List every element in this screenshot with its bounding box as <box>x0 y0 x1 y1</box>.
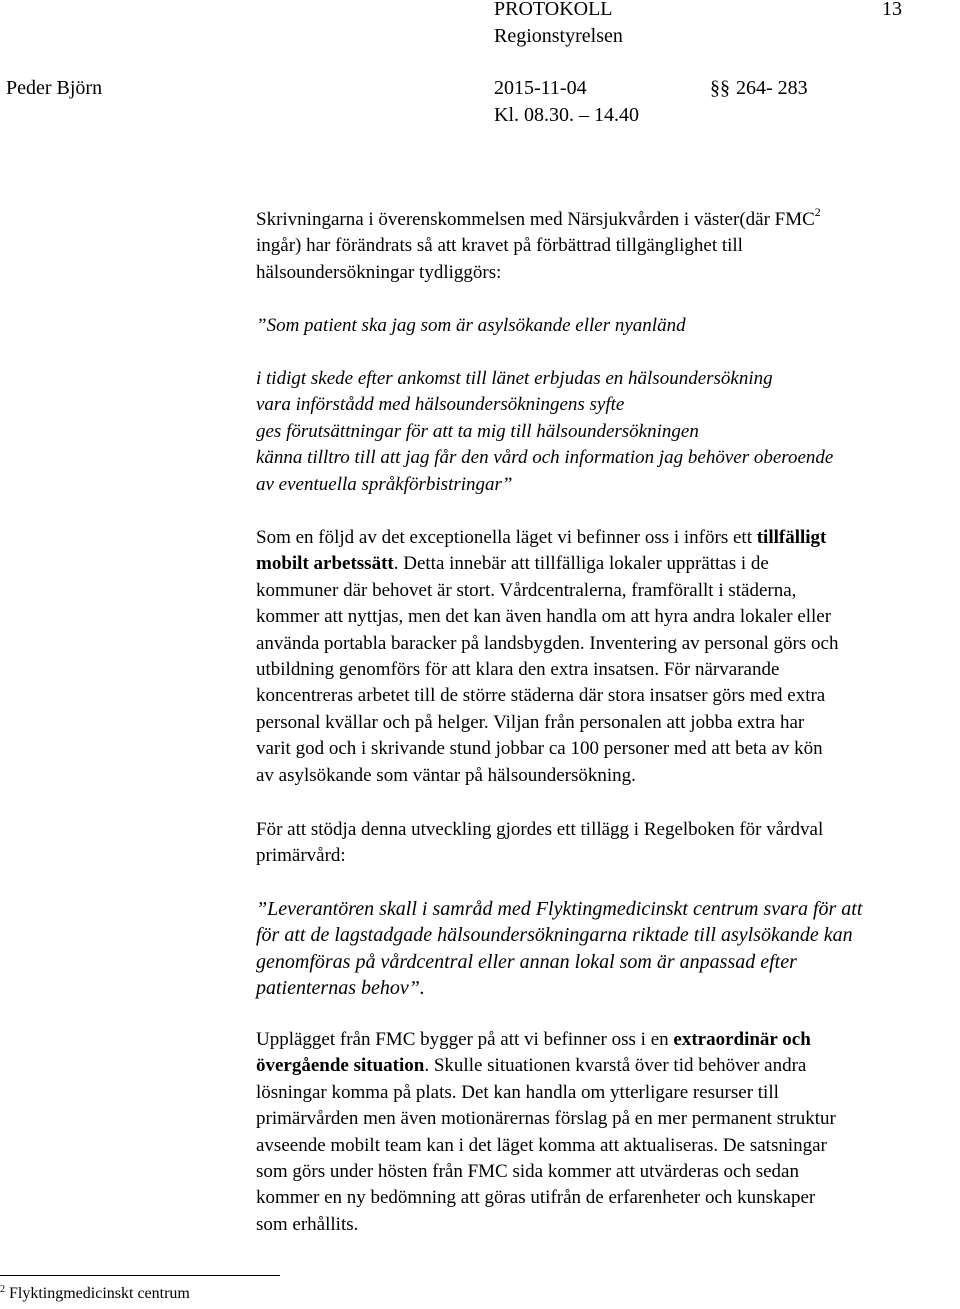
paragraph-4-line: som erhållits. <box>256 1213 359 1235</box>
paragraph-3 <box>256 817 960 870</box>
quote-1-intro: ”Som patient ska jag som är asylsökande eller nyanländ <box>256 315 686 336</box>
paragraph-4-emphasis: övergående situation <box>256 1055 425 1077</box>
document-title: PROTOKOLL <box>494 0 613 20</box>
quote-2-line: för att de lagstadgade hälsoundersökningarna riktade till asylsökande kan <box>256 924 853 947</box>
section-symbol: §§ <box>710 77 730 99</box>
paragraph-2-line: koncentreras arbetet till de större städerna där stora insatser görs med extra <box>256 685 826 707</box>
paragraph-4-text: Upplägget från FMC bygger på att vi befinner oss i en <box>256 1029 674 1050</box>
paragraph-2-line: varit god och i skrivande stund jobbar ca 100 personer med att beta av kön <box>256 738 823 760</box>
paragraph-range: 264- 283 <box>736 77 808 99</box>
quote-1-list <box>256 366 960 498</box>
paragraph-2-line: personal kvällar och på helger. Viljan från personalen att jobba extra har <box>256 711 805 733</box>
paragraph-3-line: primärvård: <box>256 845 346 867</box>
footnote-reference: 2 <box>814 205 821 219</box>
paragraph-4-text: . Skulle situationen kvarstå över tid behöver andra <box>424 1055 807 1077</box>
footnote-marker: 2 <box>0 1284 5 1295</box>
paragraph-2-text: . Detta innebär att tillfälliga lokaler upprättas i de <box>393 553 769 575</box>
paragraph-4-line: primärvården men även motionärernas förslag på en mer permanent struktur <box>256 1108 836 1130</box>
paragraph-2-emphasis: tillfälligt <box>756 527 827 548</box>
quote-1-line: ges förutsättningar för att ta mig till hälsoundersökningen <box>256 420 699 442</box>
paragraph-4-line: avseende mobilt team kan i det läget komma att aktualiseras. De satsningar <box>256 1134 827 1156</box>
paragraph-4 <box>256 1027 960 1238</box>
quote-2-line: patienternas behov”. <box>256 977 425 1000</box>
paragraph-4-emphasis: extraordinär och <box>673 1029 811 1050</box>
paragraph-2-emphasis: mobilt arbetssätt <box>256 553 394 575</box>
quote-1-line: i tidigt skede efter ankomst till länet erbjudas en hälsoundersökning <box>256 368 773 389</box>
quote-1-line: av eventuella språkförbistringar” <box>256 473 513 495</box>
meeting-date: 2015-11-04 <box>494 77 587 99</box>
paragraph-1-line: Skrivningarna i överenskommelsen med Närsjukvården i väster(där FMC <box>256 209 815 230</box>
paragraph-1 <box>256 207 960 286</box>
paragraph-2 <box>256 525 960 789</box>
organization-name: Regionstyrelsen <box>494 25 623 47</box>
quote-1-line: känna tilltro till att jag får den vård och information jag behöver oberoende <box>256 447 834 469</box>
paragraph-4-line: kommer en ny bedömning att göras utifrån de erfarenheter och kunskaper <box>256 1187 816 1209</box>
meeting-time: Kl. 08.30. – 14.40 <box>494 104 639 126</box>
quote-2 <box>256 896 960 1002</box>
paragraph-1-line: ingår) har förändrats så att kravet på förbättrad tillgänglighet till <box>256 235 743 257</box>
author-name: Peder Björn <box>6 77 103 99</box>
footnote <box>0 1284 190 1304</box>
paragraph-2-line: av asylsökande som väntar på hälsoundersökning. <box>256 764 636 786</box>
footnote-text: Flyktingmedicinskt centrum <box>9 1285 190 1302</box>
quote-1-line: vara införstådd med hälsoundersökningens syfte <box>256 394 625 416</box>
paragraph-3-line: För att stödja denna utveckling gjordes ett tillägg i Regelboken för vårdval <box>256 819 824 840</box>
paragraph-2-line: kommuner där behovet är stort. Vårdcentralerna, framförallt i städerna, <box>256 579 797 601</box>
paragraph-2-text: Som en följd av det exceptionella läget vi befinner oss i införs ett <box>256 527 757 548</box>
paragraph-2-line: kommer att nyttjas, men det kan även handla om att hyra andra lokaler eller <box>256 606 832 628</box>
paragraph-4-line: som görs under hösten från FMC sida kommer att utvärderas och sedan <box>256 1161 799 1183</box>
paragraph-4-line: lösningar komma på plats. Det kan handla om ytterligare resurser till <box>256 1081 779 1103</box>
paragraph-2-line: utbildning genomförs för att klara den extra insatsen. För närvarande <box>256 659 780 681</box>
page-number: 13 <box>882 0 902 20</box>
quote-2-line: genomföras på vårdcentral eller annan lokal som är anpassad efter <box>256 950 797 973</box>
paragraph-1-line: hälsoundersökningar tydliggörs: <box>256 261 502 283</box>
footnote-separator <box>0 1275 280 1276</box>
quote-2-line: ”Leverantören skall i samråd med Flyktingmedicinskt centrum svara för att <box>256 898 863 920</box>
paragraph-2-line: använda portabla baracker på landsbygden. Inventering av personal görs och <box>256 632 839 654</box>
